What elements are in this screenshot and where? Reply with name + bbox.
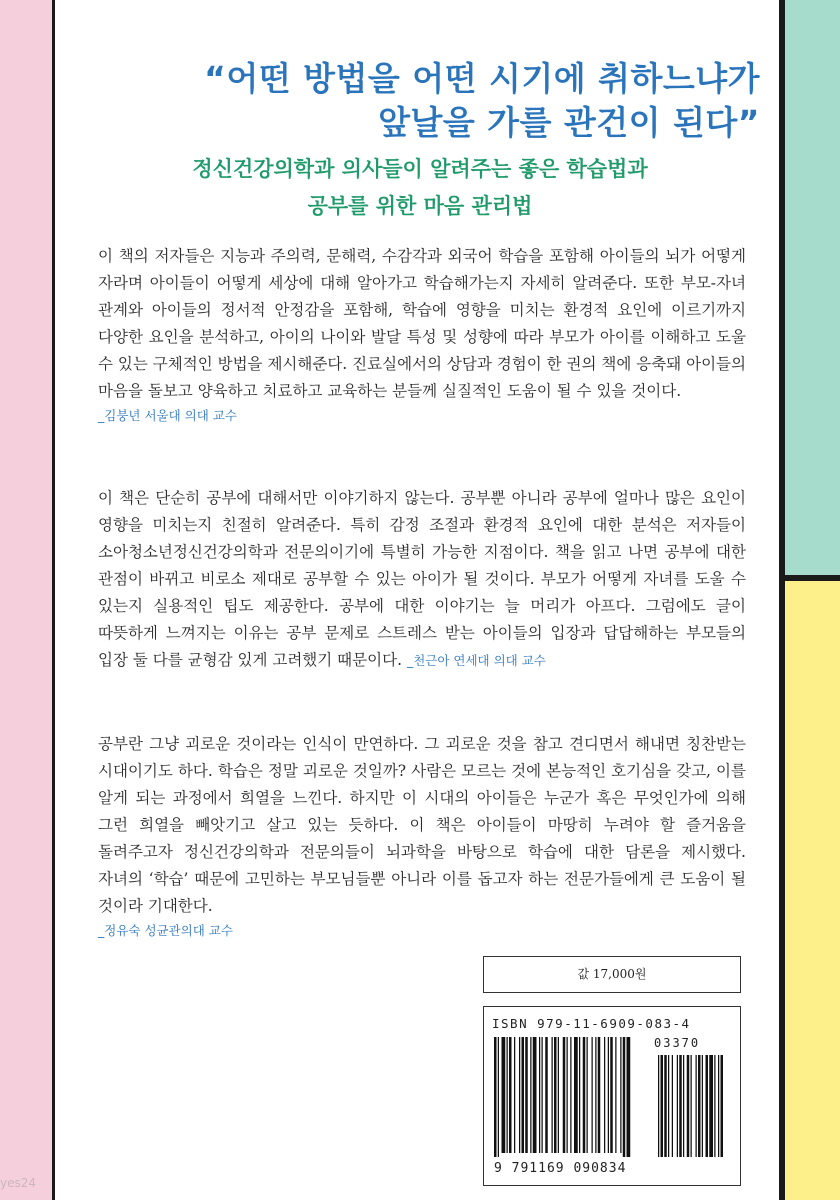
barcode-bar	[623, 1037, 626, 1157]
barcode-bar	[579, 1037, 580, 1153]
review-1	[98, 243, 746, 427]
subtitle-line-2: 공부를 위한 마음 관리법	[307, 194, 533, 218]
barcode-addon-bar	[706, 1055, 709, 1157]
review-text: 이 책은 단순히 공부에 대해서만 이야기하지 않는다. 공부뿐 아니라 공부에 얼마나 많은 요인이 영향을 미치는지 친절히 알려준다. 특히 감정 조절과 환경적 요인에 대한 분석은 저자들이 소아청소년정신건강의학과 전문의이기에 특별히 가능한 지점이다. 책을 읽고 나면 공부에 대한 관점이 바뀌고 비로소 제대로 공부할 수 있는 아이가 될 것이다. 부모가 어떻게 자녀를 도울 수 있는지 실용적인 팁도 제공한다. 공부에 대한 이야기는 늘 머리가 아프다. 그럼에도 글이 따뜻하게 느껴지는 이유는 공부 문제로 스트레스 받는 아이들의 입장과 답답해하는 부모들의 입장 둘 다를 균형감 있게 고려했기 때문이다.	[98, 489, 746, 669]
barcode-bar	[570, 1037, 571, 1153]
review-text: 이 책의 저자들은 지능과 주의력, 문해력, 수감각과 외국어 학습을 포함해 아이들의 뇌가 어떻게 자라며 아이들이 어떻게 세상에 대해 알아가고 학습해가는지 자세히 알려준다. 또한 부모-자녀 관계와 아이들의 정서적 안정감을 포함해, 학습에 영향을 미치는 환경적 요인에 이르기까지 다양한 요인을 분석하고, 아이의 나이와 발달 특성 및 성향에 따라 부모가 아이를 이해하고 도울 수 있는 구체적인 방법을 제시해준다. 진료실에서의 상담과 경험이 한 권의 책에 응축돼 아이들의 마음을 돌보고 양육하고 치료하고 교육하는 분들께 실질적인 도움이 될 수 있을 것이다.	[98, 247, 747, 400]
barcode-addon-bar	[696, 1055, 697, 1157]
barcode-addon-bar	[698, 1055, 701, 1157]
headline-quote-line-1: “어떤 방법을 어떤 시기에 취하느냐가	[204, 59, 760, 98]
left-divider-line	[52, 0, 55, 1200]
barcode-addon-bar	[679, 1055, 682, 1157]
barcode-bar	[563, 1037, 566, 1153]
review-3	[98, 731, 746, 942]
barcode-bar	[595, 1037, 596, 1153]
barcode-bar	[545, 1037, 548, 1153]
barcode-addon-bar	[664, 1055, 667, 1157]
watermark: yes24	[0, 1176, 37, 1190]
barcode-bar	[574, 1037, 578, 1153]
barcode-addon-number: 03370	[654, 1036, 701, 1050]
barcode-bar	[615, 1037, 616, 1153]
right-divider-line	[779, 0, 785, 1200]
subtitle-line-1: 정신건강의학과 의사들이 알려주는 좋은 학습법과	[192, 157, 648, 181]
barcode-image	[492, 1037, 732, 1161]
price-box	[483, 956, 741, 993]
barcode-addon-bar	[677, 1055, 678, 1157]
barcode-bar	[604, 1037, 605, 1153]
barcode-bar	[592, 1037, 593, 1153]
barcode-addon-bar	[721, 1055, 724, 1157]
barcode-box	[483, 1006, 741, 1186]
barcode-bar	[522, 1037, 525, 1153]
barcode-ean-number: 9 791169 090834	[494, 1161, 627, 1176]
barcode-bar	[502, 1037, 506, 1153]
barcode-addon-bar	[718, 1055, 719, 1157]
barcode-addon-bar	[709, 1055, 713, 1157]
barcode-addon-bar	[672, 1055, 673, 1157]
barcode-bar	[608, 1037, 609, 1153]
barcode-addon-bar	[668, 1055, 669, 1157]
barcode-bar	[542, 1037, 543, 1153]
barcode-addon-bar	[691, 1055, 692, 1157]
barcode-addon-bar	[687, 1055, 690, 1157]
barcode-bar	[587, 1037, 588, 1153]
barcode-addon-bar	[702, 1055, 703, 1157]
barcode-addon-bar	[661, 1055, 664, 1157]
barcode-bar	[598, 1037, 601, 1153]
review-text: 공부란 그냥 괴로운 것이라는 인식이 만연하다. 그 괴로운 것을 참고 견디면서 해내면 칭찬받는 시대이기도 하다. 학습은 정말 괴로운 것일까? 사람은 모르는 것에 본능적인 호기심을 갖고, 이를 알게 되는 과정에서 희열을 느낀다. 하지만 이 시대의 아이들은 누군가 혹은 무엇인가에 의해 그런 희열을 빼앗기고 살고 있는 듯하다. 이 책은 아이들이 마땅히 누려야 할 즐거움을 돌려주고자 정신건강의학과 전문의들이 뇌과학을 바탕으로 학습에 대한 담론을 제시했다. 자녀의 ‘학습’ 때문에 고민하는 부모님들뿐 아니라 이를 돕고자 하는 전문가들에게 큰 도움이 될 것이라 기대한다.	[98, 735, 746, 915]
barcode-bar	[610, 1037, 613, 1153]
review-author: _정유숙 성균관의대 교수	[98, 923, 233, 938]
barcode-addon-bar	[683, 1055, 684, 1157]
barcode-addon-bar	[658, 1055, 659, 1157]
barcode-bar	[554, 1037, 557, 1153]
review-author: _천근아 연세대 의대 교수	[406, 653, 546, 668]
isbn-label: ISBN 979-11-6909-083-4	[492, 1016, 691, 1031]
barcode-bar	[539, 1037, 540, 1153]
barcode-bar	[620, 1037, 621, 1153]
barcode-bar	[558, 1037, 559, 1153]
barcode-bar	[519, 1037, 520, 1153]
barcode-bar	[494, 1037, 497, 1157]
barcode-bar	[530, 1037, 531, 1153]
barcode-bar	[552, 1037, 553, 1153]
headline-quote-line-2: 앞날을 가를 관건이 된다”	[378, 103, 760, 142]
barcode-bar	[627, 1037, 631, 1157]
barcode-bar	[514, 1037, 515, 1153]
barcode-bar	[507, 1037, 508, 1153]
barcode-bar	[525, 1037, 528, 1153]
barcode-bar	[509, 1037, 512, 1153]
barcode-bar	[567, 1037, 568, 1153]
price-label: 값 17,000원	[577, 967, 647, 981]
right-horizontal-divider	[779, 575, 840, 581]
barcode-bar	[533, 1037, 537, 1153]
barcode-bar	[583, 1037, 586, 1153]
barcode-bar	[498, 1037, 499, 1157]
right-top-color-band	[785, 0, 840, 575]
left-color-band	[0, 0, 52, 1200]
review-2	[98, 485, 746, 674]
barcode-addon-bar	[714, 1055, 715, 1157]
review-author: _김붕년 서울대 의대 교수	[98, 408, 237, 423]
right-bottom-color-band	[785, 581, 840, 1200]
